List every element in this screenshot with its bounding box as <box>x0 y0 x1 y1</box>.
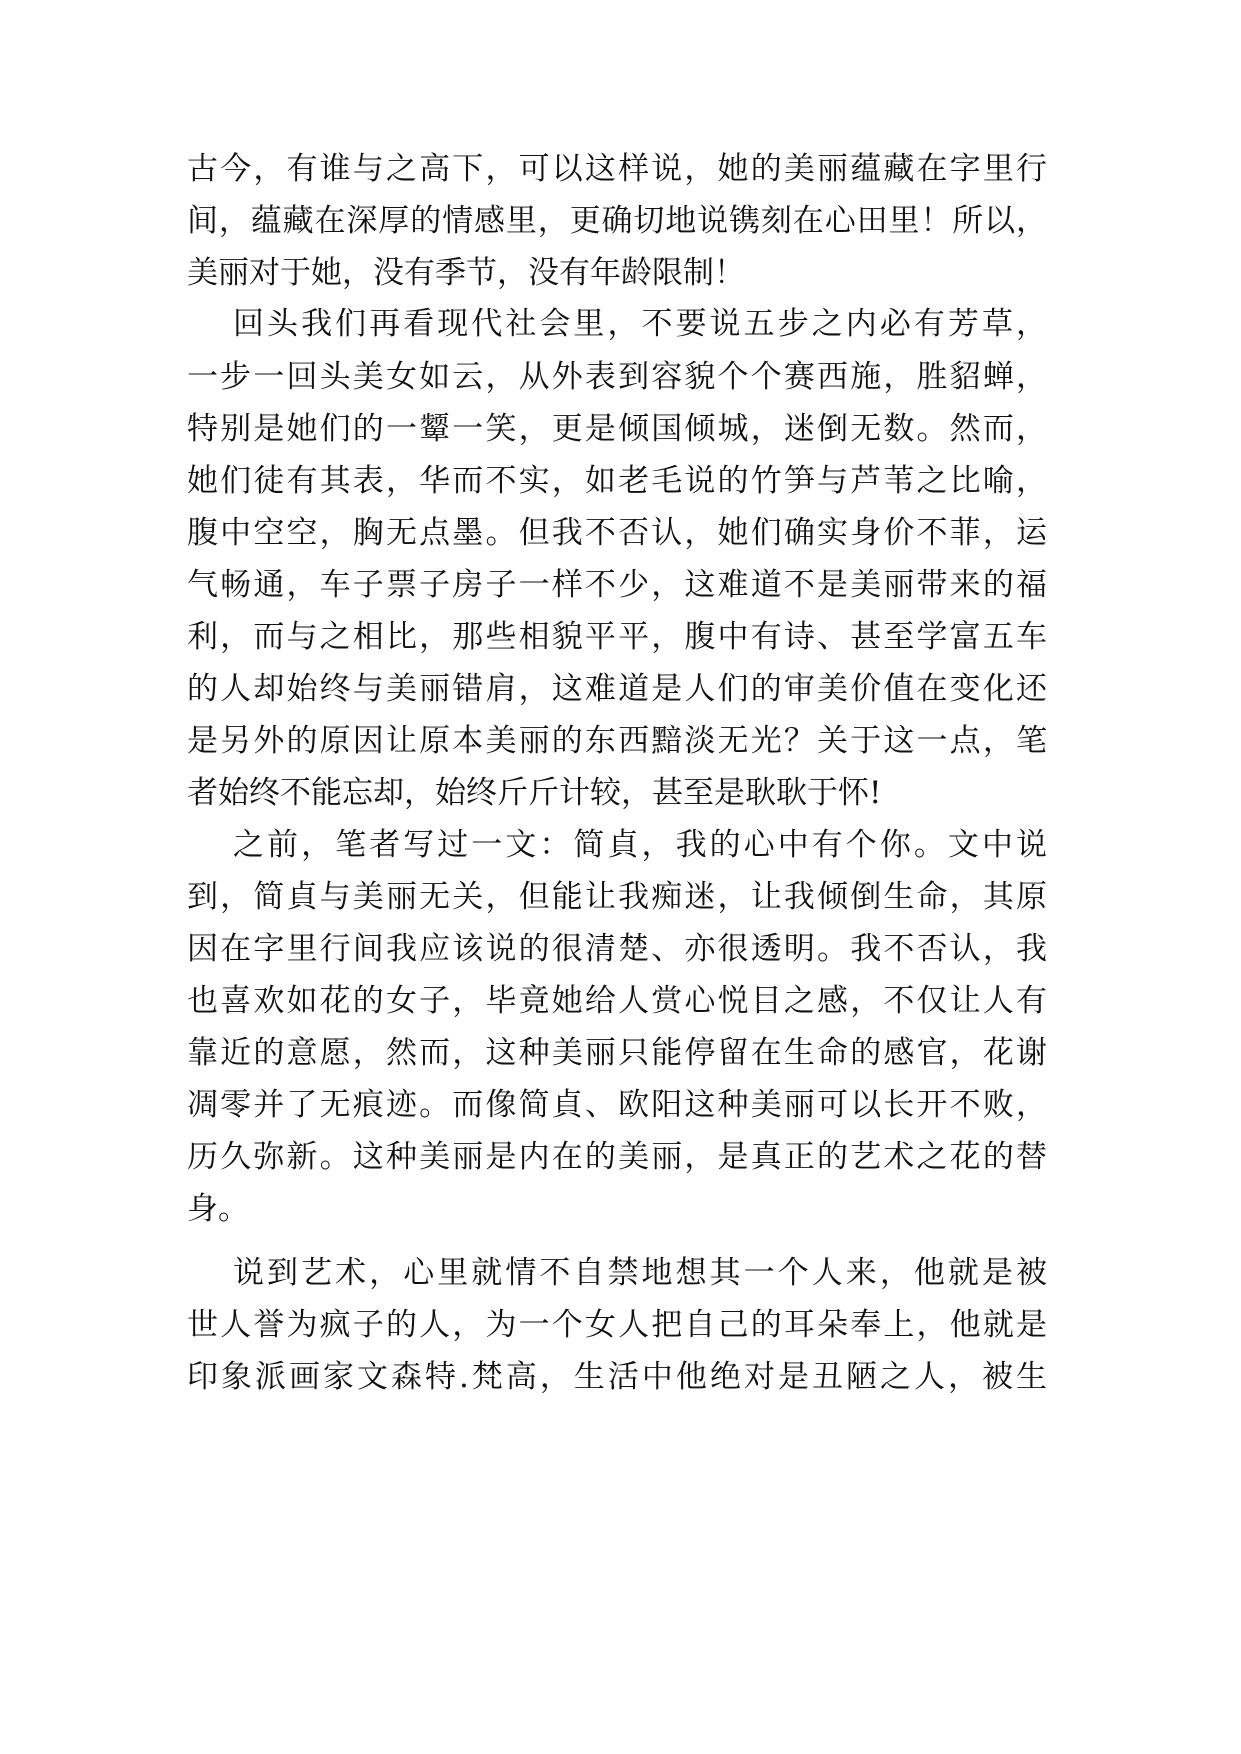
text-line: 一步一回头美女如云，从外表到容貌个个赛西施，胜貂蝉， <box>187 359 1047 395</box>
text-line: 腹中空空，胸无点墨。但我不否认，她们确实身价不菲，运 <box>187 515 1047 551</box>
text-line: 历久弥新。这种美丽是内在的美丽，是真正的艺术之花的替 <box>187 1139 1047 1175</box>
paragraph-first-line: 之前，笔者写过一文：简貞，我的心中有个你。文中说 <box>233 827 1047 863</box>
text-line: 世人誉为疯子的人，为一个女人把自己的耳朵奉上，他就是 <box>187 1307 1047 1343</box>
text-line: 到，简貞与美丽无关，但能让我痴迷，让我倾倒生命，其原 <box>187 879 1047 915</box>
text-line: 者始终不能忘却，始终斤斤计较，甚至是耿耿于怀! <box>187 775 882 811</box>
text-line: 她们徒有其表，华而不实，如老毛说的竹笋与芦苇之比喻， <box>187 463 1047 499</box>
text-line: 古今，有谁与之高下，可以这样说，她的美丽蕴藏在字里行 <box>187 151 1047 187</box>
text-line: 也喜欢如花的女子，毕竟她给人赏心悦目之感，不仅让人有 <box>187 983 1047 1019</box>
text-line: 是另外的原因让原本美丽的东西黯淡无光？关于这一点，笔 <box>187 723 1047 759</box>
text-line: 美丽对于她，没有季节，没有年龄限制！ <box>187 255 745 291</box>
text-line: 靠近的意愿，然而，这种美丽只能停留在生命的感官，花谢 <box>187 1035 1047 1071</box>
text-line: 间，蕴藏在深厚的情感里，更确切地说镌刻在心田里！所以， <box>187 203 1047 239</box>
paragraph-first-line: 说到艺术，心里就情不自禁地想其一个人来，他就是被 <box>233 1255 1047 1291</box>
paragraph-first-line: 回头我们再看现代社会里，不要说五步之内必有芳草， <box>233 306 1047 342</box>
text-line: 身。 <box>187 1191 249 1227</box>
text-line: 因在字里行间我应该说的很清楚、亦很透明。我不否认，我 <box>187 931 1047 967</box>
text-line: 的人却始终与美丽错肩，这难道是人们的审美价值在变化还 <box>187 671 1047 707</box>
text-line: 印象派画家文森特.梵高，生活中他绝对是丑陋之人，被生 <box>187 1359 1047 1395</box>
text-line: 凋零并了无痕迹。而像简貞、欧阳这种美丽可以长开不败， <box>187 1087 1047 1123</box>
text-line: 利，而与之相比，那些相貌平平，腹中有诗、甚至学富五车 <box>187 619 1047 655</box>
text-line: 气畅通，车子票子房子一样不少，这难道不是美丽带来的福 <box>187 567 1047 603</box>
text-line: 特别是她们的一颦一笑，更是倾国倾城，迷倒无数。然而， <box>187 411 1047 447</box>
